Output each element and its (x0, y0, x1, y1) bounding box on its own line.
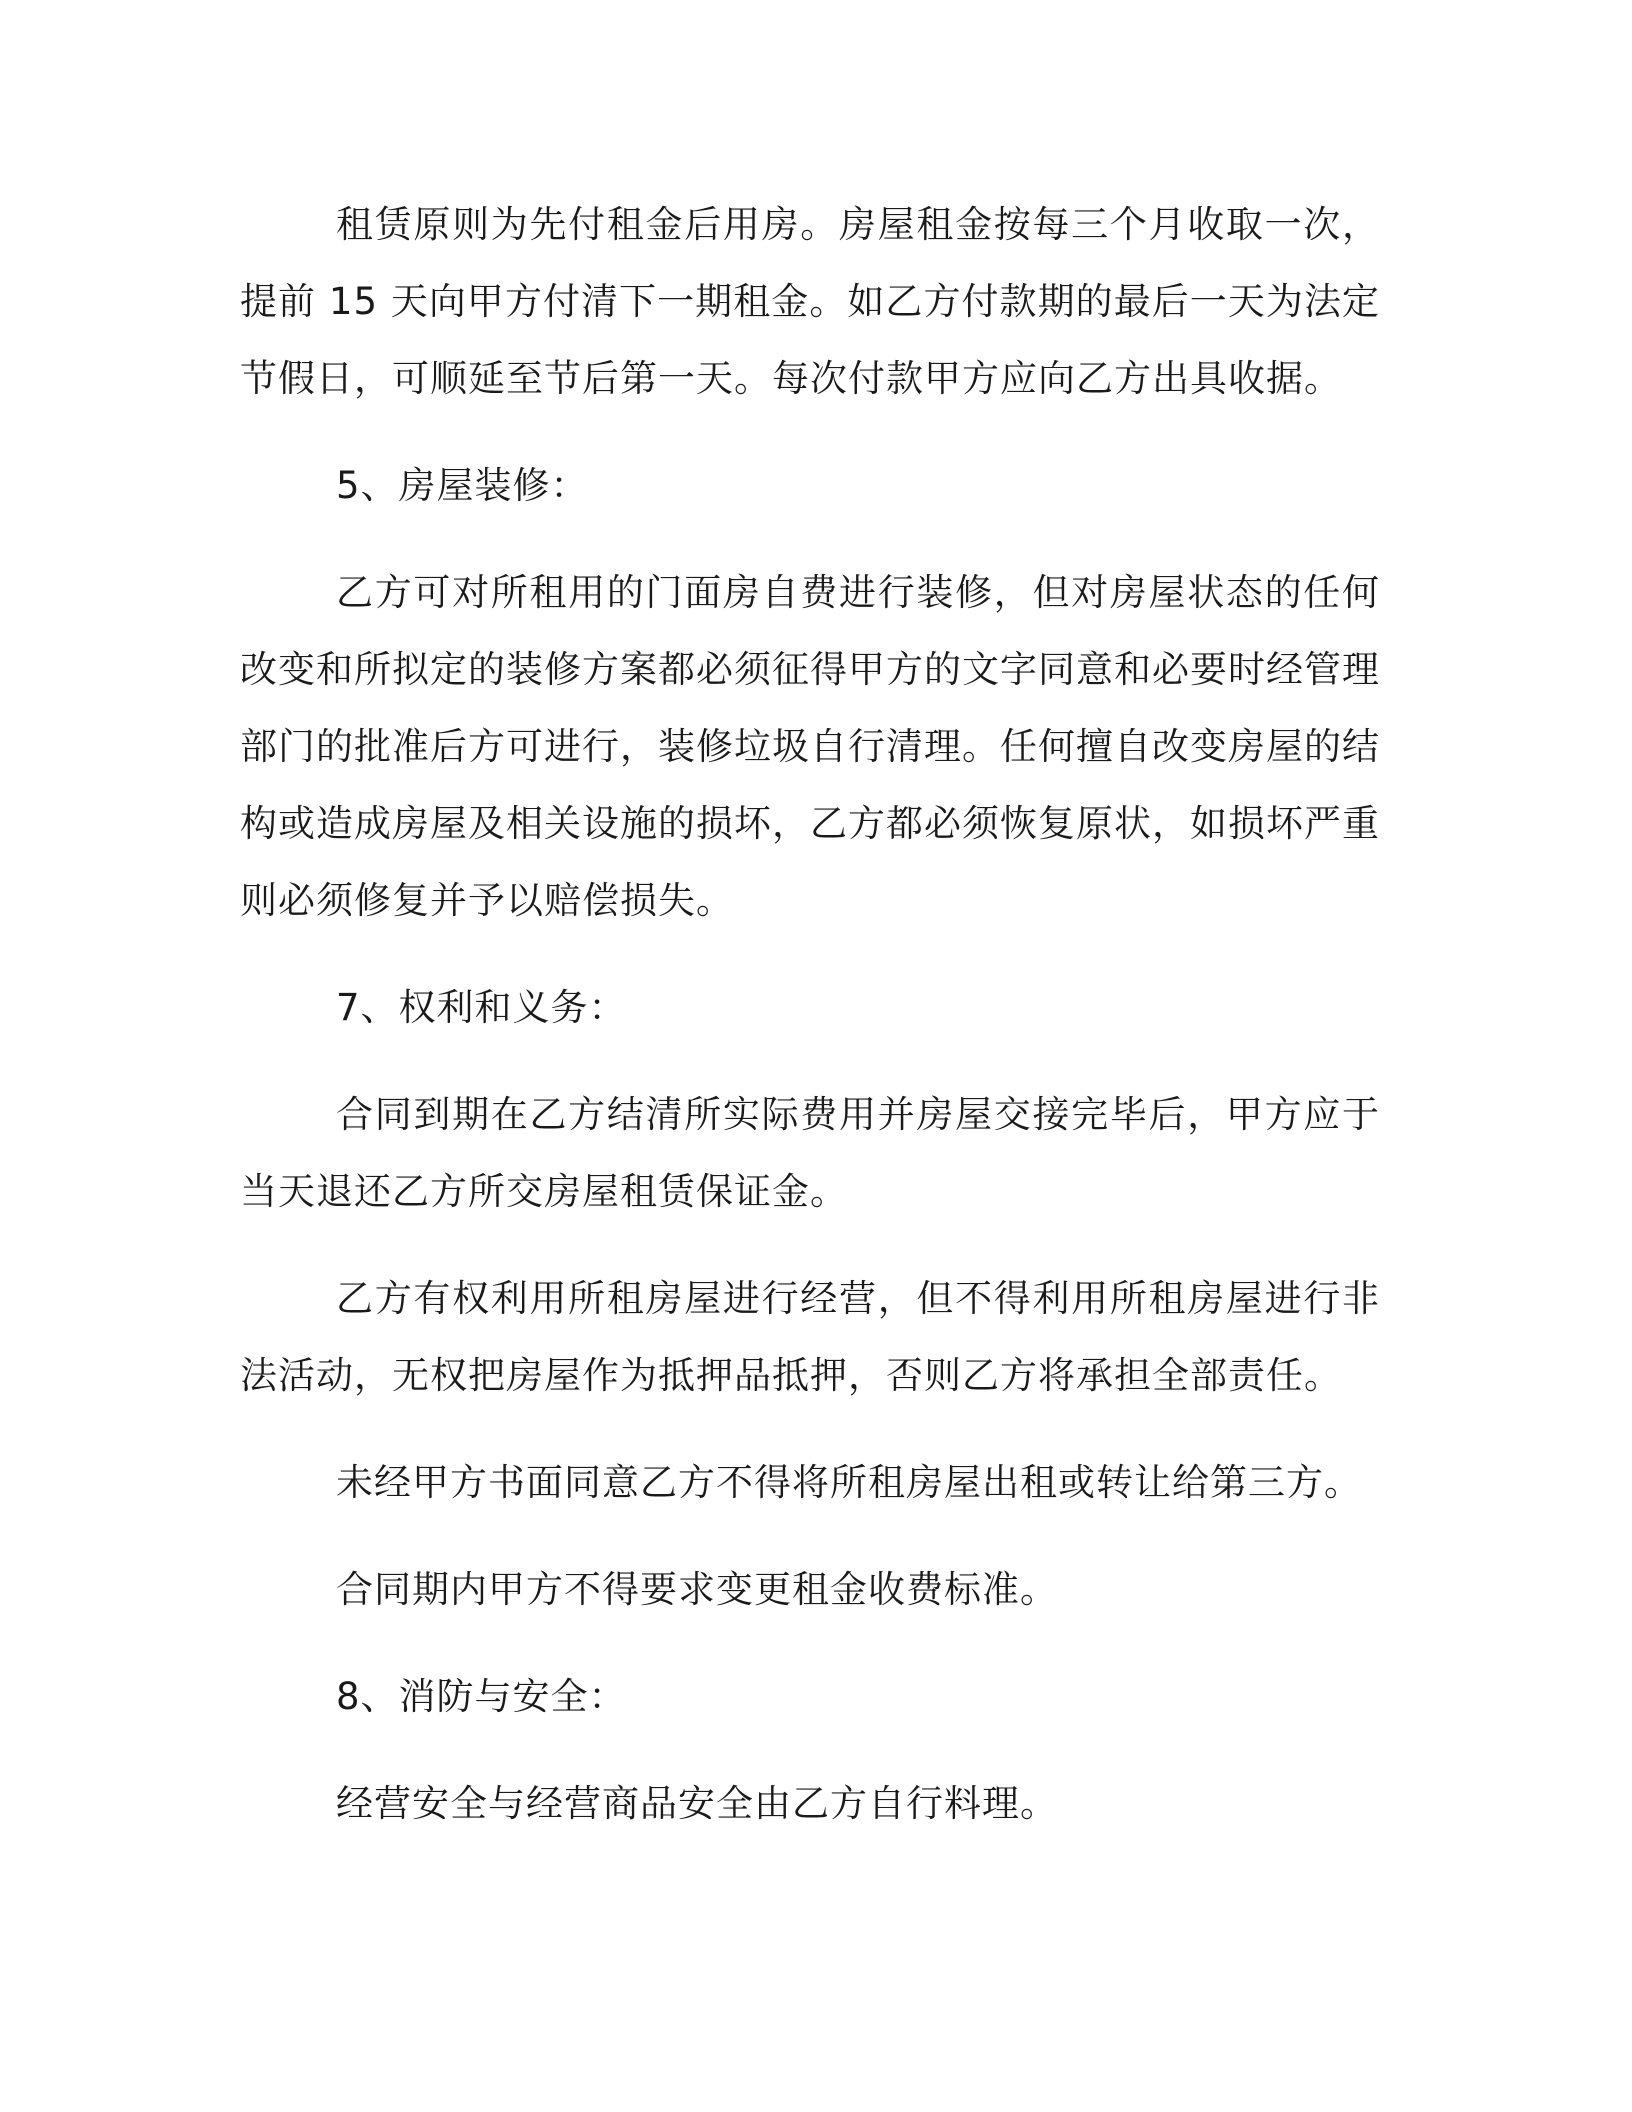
section-heading-fire-safety: 8、消防与安全： (336, 1675, 627, 1718)
paragraph-usage-rights: 乙方有权利用所租房屋进行经营，但不得利用所租房屋进行非法活动，无权把房屋作为抵押品抵押，否则乙方将承担全部责任。 (240, 1277, 1380, 1397)
paragraph-deposit-refund: 合同到期在乙方结清所实际费用并房屋交接完毕后，甲方应于当天退还乙方所交房屋租赁保证金。 (240, 1093, 1380, 1213)
paragraph-rent-standard: 合同期内甲方不得要求变更租金收费标准。 (336, 1568, 1058, 1611)
section-heading-rights-obligations: 7、权利和义务： (336, 986, 627, 1029)
document-body (240, 186, 1380, 1842)
paragraph-sublet-restriction: 未经甲方书面同意乙方不得将所租房屋出租或转让给第三方。 (336, 1461, 1362, 1504)
paragraph-safety: 经营安全与经营商品安全由乙方自行料理。 (336, 1782, 1058, 1825)
paragraph-renovation: 乙方可对所租用的门面房自费进行装修，但对房屋状态的任何改变和所拟定的装修方案都必须征得甲方的文字同意和必要时经管理部门的批准后方可进行，装修垃圾自行清理。任何擅自改变房屋的结构或造成房屋及相关设施的损坏，乙方都必须恢复原状，如损坏严重则必须修复并予以赔偿损失。 (240, 571, 1380, 922)
paragraph-rent-payment: 租赁原则为先付租金后用房。房屋租金按每三个月收取一次，提前 15 天向甲方付清下一期租金。如乙方付款期的最后一天为法定节假日，可顺延至节后第一天。每次付款甲方应向乙方出具收据。 (240, 203, 1380, 400)
section-heading-renovation: 5、房屋装修： (336, 464, 589, 507)
